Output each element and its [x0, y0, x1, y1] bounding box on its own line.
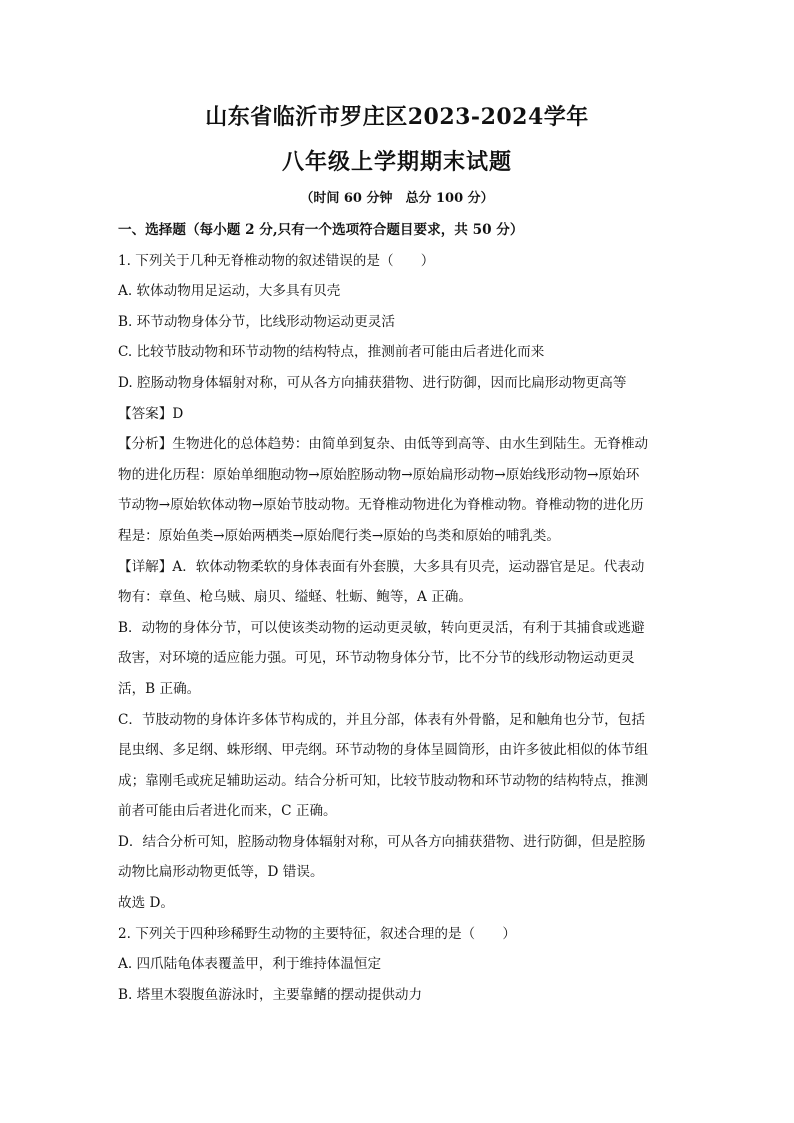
- detail-line: 前者可能由后者进化而来，C 正确。: [118, 803, 337, 820]
- detail-line: B．动物的身体分节，可以使该类动物的运动更灵敏，转向更灵活，有利于其捕食或逃避: [118, 619, 645, 636]
- detail-line: C．节肢动物的身体许多体节构成的，并且分部，体表有外骨骼，足和触角也分节，包括: [118, 711, 645, 728]
- detail-line: 敌害，对环境的适应能力强。可见，环节动物身体分节，比不分节的线形动物运动更灵: [118, 650, 635, 667]
- question-2-option-b: B. 塔里木裂腹鱼游泳时，主要靠鳍的摆动提供动力: [118, 986, 423, 1003]
- analysis-line: 程是：原始鱼类→原始两栖类→原始爬行类→原始的鸟类和原始的哺乳类。: [118, 527, 560, 544]
- question-1-option-a: A. 软体动物用足运动，大多具有贝壳: [118, 283, 341, 300]
- section-heading: 一、选择题（每小题 2 分,只有一个选项符合题目要求，共 50 分）: [118, 222, 524, 238]
- question-1-answer: 【答案】D: [118, 405, 184, 422]
- detail-line: 故选 D。: [118, 895, 175, 912]
- question-2-option-a: A. 四爪陆龟体表覆盖甲，利于维持体温恒定: [118, 956, 382, 973]
- question-1-option-d: D. 腔肠动物身体辐射对称，可从各方向捕获猎物、进行防御，因而比扁形动物更高等: [118, 374, 627, 391]
- detail-line: 物有：章鱼、枪乌贼、扇贝、缢蛏、牡蛎、鲍等，A 正确。: [118, 589, 472, 606]
- detail-line: 成；靠刚毛或疣足辅助运动。结合分析可知，比较节肢动物和环节动物的结构特点，推测: [118, 772, 649, 789]
- title-line-2: 八年级上学期期末试题: [281, 149, 512, 175]
- question-1-option-b: B. 环节动物身体分节，比线形动物运动更灵活: [118, 313, 395, 330]
- analysis-line: 【分析】生物进化的总体趋势：由简单到复杂、由低等到高等、由水生到陆生。无脊椎动: [118, 436, 649, 453]
- question-1-stem: 1. 下列关于几种无脊椎动物的叙述错误的是（ ）: [118, 252, 435, 269]
- detail-line: D．结合分析可知，腔肠动物身体辐射对称，可从各方向捕获猎物、进行防御，但是腔肠: [118, 833, 646, 850]
- analysis-line: 物的进化历程：原始单细胞动物→原始腔肠动物→原始扁形动物→原始线形动物→原始环: [118, 466, 640, 483]
- title-line-1: 山东省临沂市罗庄区2023-2024学年: [205, 104, 589, 130]
- exam-time-score: （时间 60 分钟 总分 100 分）: [300, 191, 494, 206]
- exam-content: [118, 215, 678, 1010]
- detail-line: 【详解】A．软体动物柔软的身体表面有外套膜，大多具有贝壳，运动器官是足。代表动: [118, 558, 645, 575]
- detail-line: 昆虫纲、多足纲、蛛形纲、甲壳纲。环节动物的身体呈圆筒形，由许多彼此相似的体节组: [118, 742, 649, 759]
- detail-line: 动物比扁形动物更低等，D 错误。: [118, 864, 324, 881]
- analysis-line: 节动物→原始软体动物→原始节肢动物。无脊椎动物进化为脊椎动物。脊椎动物的进化历: [118, 497, 644, 514]
- detail-line: 活，B 正确。: [118, 680, 201, 697]
- question-1-option-c: C. 比较节肢动物和环节动物的结构特点，推测前者可能由后者进化而来: [118, 344, 545, 361]
- question-2-stem: 2. 下列关于四种珍稀野生动物的主要特征，叙述合理的是（ ）: [118, 925, 516, 942]
